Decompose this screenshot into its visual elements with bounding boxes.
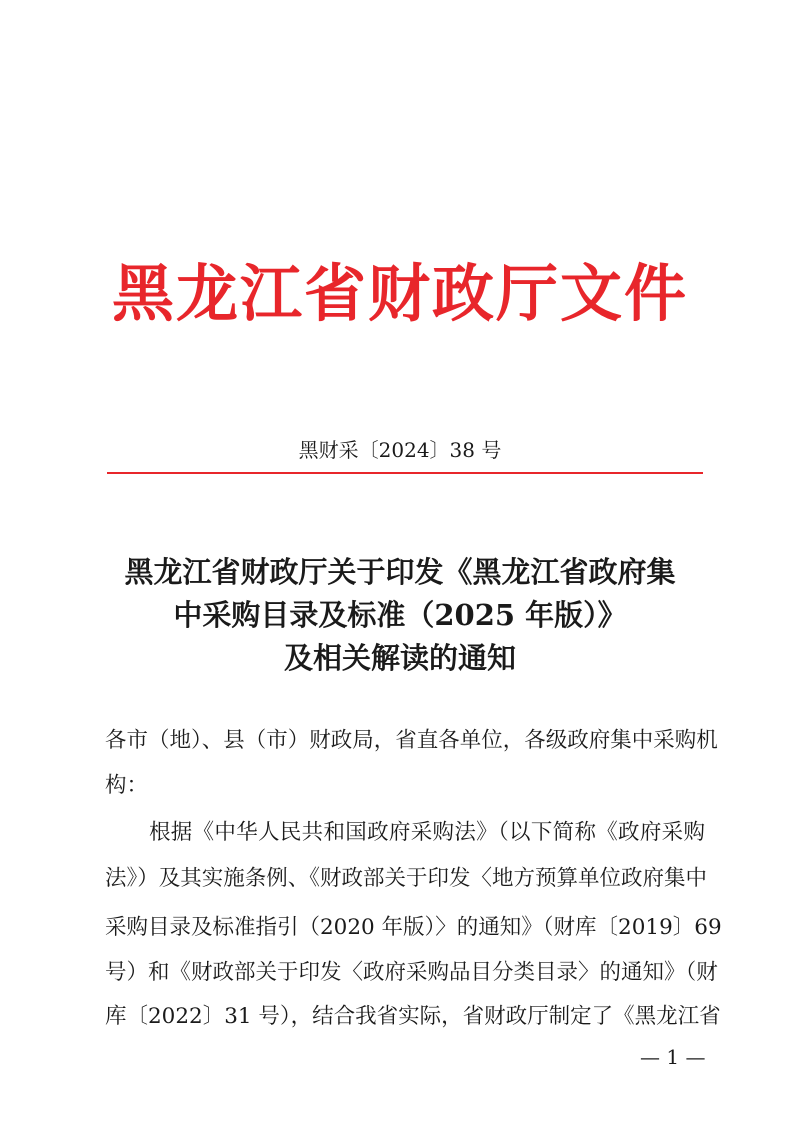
- notice-title-line-3: 及相关解读的通知: [283, 641, 516, 675]
- body-paragraph-line: 采购目录及标准指引（2020 年版）〉的通知》（财库〔2019〕69: [105, 915, 722, 940]
- red-divider: [107, 472, 703, 474]
- body-paragraph-line: 根据《中华人民共和国政府采购法》（以下简称《政府采购: [149, 820, 705, 845]
- addressee-line: 各市（地）、县（市）财政局，省直各单位，各级政府集中采购机: [105, 728, 718, 753]
- body-paragraph-line: 号）和《财政部关于印发〈政府采购品目分类目录〉的通知》（财: [105, 960, 718, 985]
- body-paragraph-line: 法》）及其实施条例、《财政部关于印发〈地方预算单位政府集中: [105, 866, 708, 891]
- notice-title-line-2: 中采购目录及标准（2025 年版）》: [173, 598, 627, 632]
- page-number: — 1 —: [640, 1045, 706, 1069]
- notice-title-line-1: 黑龙江省财政厅关于印发《黑龙江省政府集: [124, 555, 676, 589]
- document-number: 黑财采〔2024〕38 号: [298, 438, 502, 462]
- body-paragraph-line: 库〔2022〕31 号），结合我省实际，省财政厅制定了《黑龙江省: [105, 1004, 721, 1029]
- addressee-line-end: 构：: [105, 773, 149, 798]
- document-header-title: 黑龙江省财政厅文件: [111, 257, 688, 330]
